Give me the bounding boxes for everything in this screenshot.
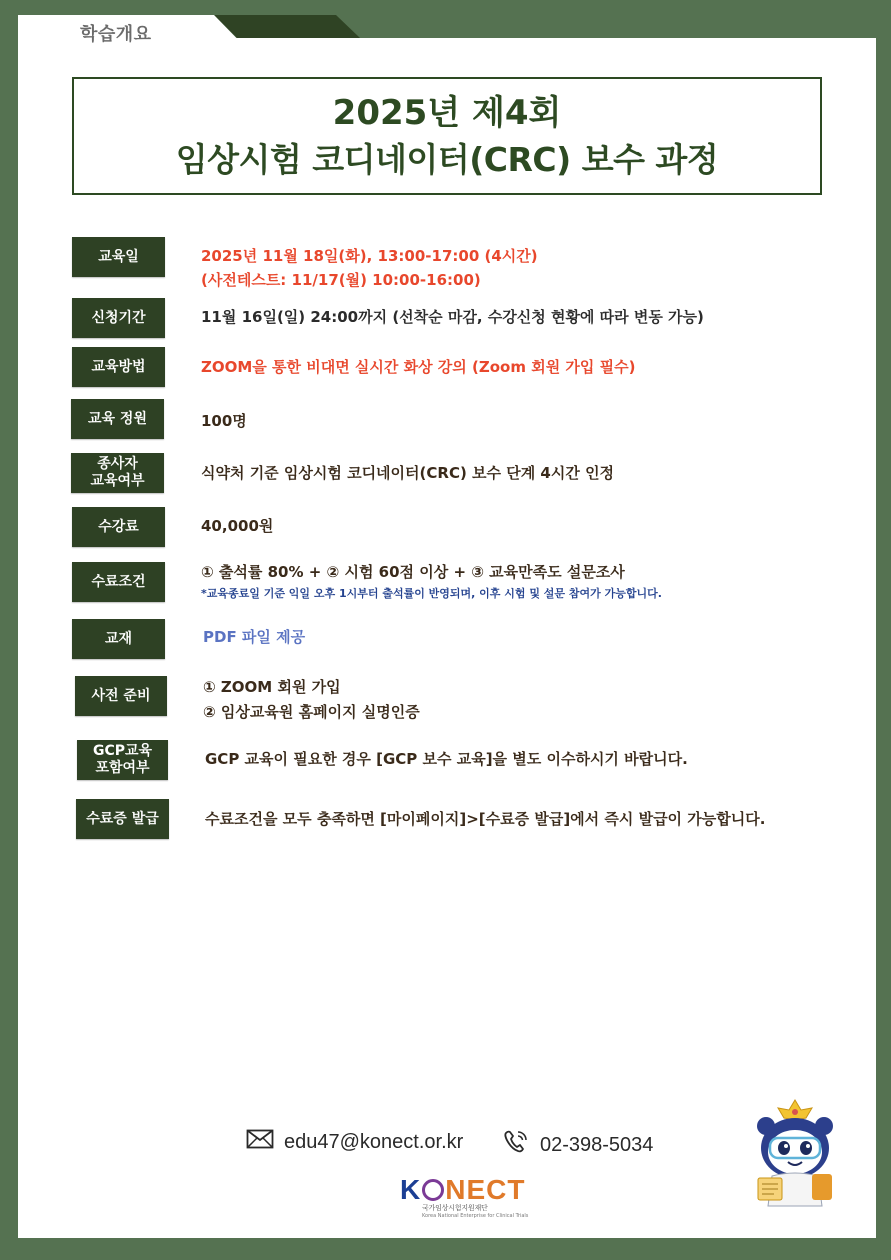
value-preparation-2: ② 임상교육원 홈페이지 실명인증 <box>203 703 420 721</box>
value-completion-note: *교육종료일 기준 익일 오후 1시부터 출석률이 반영되며, 이후 시험 및 설문 참여가 가능합니다. <box>201 587 662 600</box>
value-practitioner-education: 식약처 기준 임상시험 코디네이터(CRC) 보수 단계 4시간 인정 <box>201 464 615 482</box>
logo-o-ring <box>422 1179 444 1201</box>
logo-subtitle: 국가임상시험지원재단 <box>422 1204 488 1212</box>
label-application-period: 신청기간 <box>72 298 165 338</box>
phone-icon <box>502 1129 530 1161</box>
title-box <box>72 77 822 195</box>
tab-accent <box>214 15 360 38</box>
value-pretest-date: (사전테스트: 11/17(월) 10:00-16:00) <box>201 271 481 289</box>
value-preparation-1: ① ZOOM 회원 가입 <box>203 678 341 696</box>
label-education-method: 교육방법 <box>72 347 165 387</box>
value-certificate: 수료조건을 모두 충족하면 [마이페이지]>[수료증 발급]에서 즉시 발급이 가능합니다. <box>205 810 766 828</box>
email-text[interactable]: edu47@konect.or.kr <box>284 1130 464 1153</box>
value-completion-criteria: ① 출석률 80% + ② 시험 60점 이상 + ③ 교육만족도 설문조사 <box>201 563 625 581</box>
email-contact[interactable] <box>246 1129 463 1155</box>
value-capacity: 100명 <box>201 412 247 430</box>
value-gcp-included: GCP 교육이 필요한 경우 [GCP 보수 교육]을 별도 이수하시기 바랍니다. <box>205 750 688 768</box>
label-tuition: 수강료 <box>72 507 165 547</box>
page-title-course: 임상시험 코디네이터(CRC) 보수 과정 <box>175 140 719 179</box>
label-capacity: 교육 정원 <box>71 399 164 439</box>
value-education-method: ZOOM을 통한 비대면 실시간 화상 강의 (Zoom 회원 가입 필수) <box>201 358 636 376</box>
label-certificate: 수료증 발급 <box>76 799 169 839</box>
logo-english-name: Korea National Enterprise for Clinical Trials <box>422 1213 529 1219</box>
label-gcp-included: GCP교육 포함여부 <box>77 740 168 780</box>
section-tab-label: 학습개요 <box>80 24 152 45</box>
label-completion-criteria: 수료조건 <box>72 562 165 602</box>
page-title-year: 2025년 제4회 <box>332 93 562 133</box>
label-education-date: 교육일 <box>72 237 165 277</box>
value-education-date: 2025년 11월 18일(화), 13:00-17:00 (4시간) <box>201 247 538 265</box>
label-practitioner-education: 종사자 교육여부 <box>71 453 164 493</box>
phone-text[interactable]: 02-398-5034 <box>540 1133 654 1156</box>
value-application-period: 11월 16일(일) 24:00까지 (선착순 마감, 수강신청 현황에 따라 변동 가능) <box>201 308 704 326</box>
phone-contact[interactable] <box>502 1129 653 1161</box>
konect-logo: K NECT 국가임상시험지원재단 Korea National Enterprise for Clinical Trials <box>400 1174 529 1219</box>
envelope-icon <box>246 1129 274 1155</box>
label-preparation: 사전 준비 <box>75 676 167 716</box>
value-textbook: PDF 파일 제공 <box>203 628 306 646</box>
label-textbook: 교재 <box>72 619 165 659</box>
mascot-illustration <box>752 1098 838 1208</box>
value-tuition: 40,000원 <box>201 517 274 535</box>
